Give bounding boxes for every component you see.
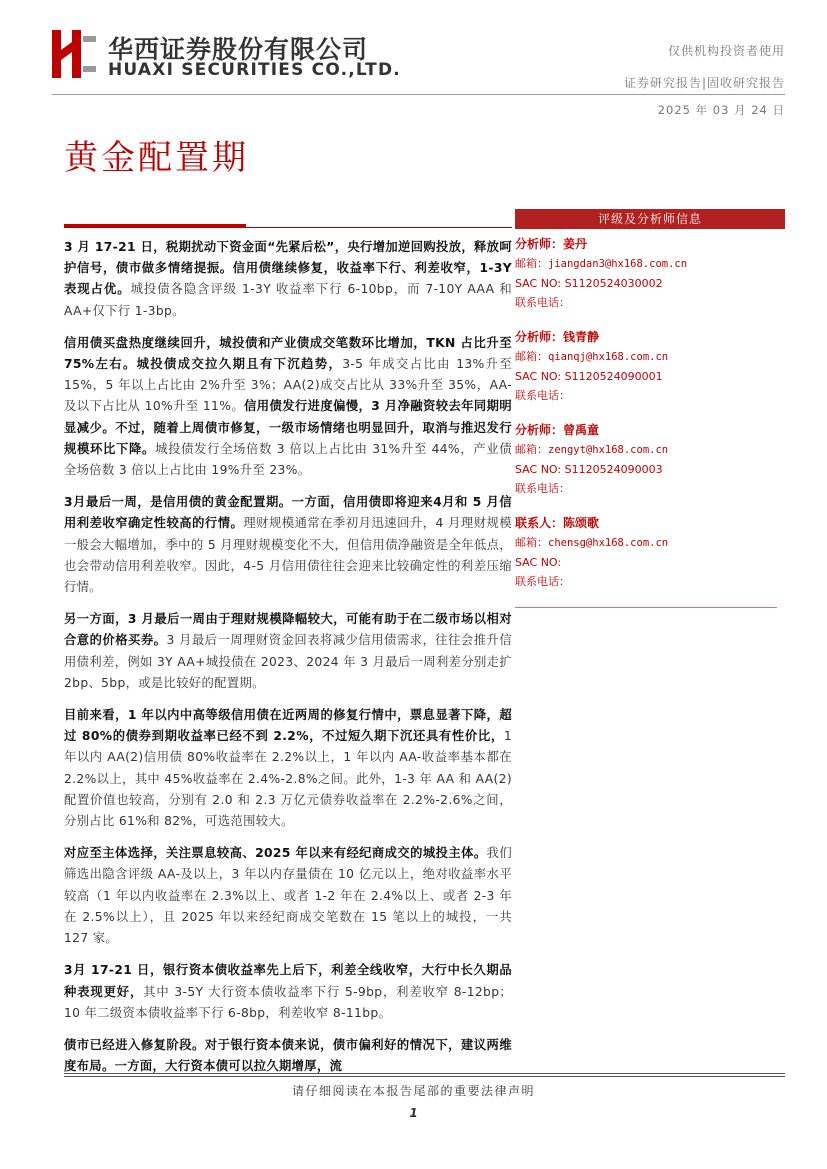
analyst-email[interactable]: jiangdan3@hx168.com.cn bbox=[548, 258, 688, 270]
company-name-en: HUAXI SECURITIES CO.,LTD. bbox=[108, 60, 401, 80]
analyst-sidebar bbox=[515, 209, 785, 591]
footer-rule-bottom bbox=[64, 1076, 785, 1077]
paragraph-2: 信用债买盘热度继续回升，城投债和产业债成交笔数环比增加，TKN 占比升至 75%左右。城投债成交拉久期且有下沉趋势，3-5 年成交占比由 13%升至 15%，5 年以上占比由 2%升至 3%；AA(2)成交占比从 33%升至 35%，AA-及以下占比从 10%升至 11%。信用债发行进度偏慢，3 月净融资较去年同期明显减少。不过，随着上周债市修复，一级市场情绪也明显回升，取消与推迟发行规模环比下降。城投债发行全场倍数 3 倍以上占比由 31%升至 44%，产业债全场倍数 3 倍以上占比由 19%升至 23%。 bbox=[64, 335, 513, 478]
analyst-name: 姜丹 bbox=[563, 237, 588, 251]
analyst-name: 钱青静 bbox=[563, 330, 600, 344]
sidebar-heading: 评级及分析师信息 bbox=[515, 209, 785, 229]
page-number: 1 bbox=[409, 1106, 418, 1120]
analyst-email[interactable]: qianqj@hx168.com.cn bbox=[548, 351, 669, 363]
paragraph-4: 另一方面，3 月最后一周由于理财规模降幅较大，可能有助于在二级市场以相对合意的价格买券。3 月最后一周理财资金回表将减少信用债需求，往往会推升信用债利差，例如 3Y AA+城投债在 2023、2024 年 3 月最后一周利差分别走扩 2bp、5bp，或是比较好的配置期。 bbox=[64, 612, 512, 690]
analyst-sac: S1120524090001 bbox=[564, 370, 663, 383]
analyst-role: 分析师： bbox=[515, 423, 564, 437]
analyst-card: 分析师：钱青静 邮箱：qianqj@hx168.com.cn SAC NO: S1120524090001 联系电话： bbox=[515, 330, 669, 402]
report-type-tag: 证券研究报告|固收研究报告 bbox=[623, 76, 785, 90]
paragraph-5: 目前来看，1 年以内中高等级信用债在近两周的修复行情中，票息显著下降，超过 80%的债券到期收益率已经不到 2.2%，不过短久期下沉还具有性价比，1 年以内 AA(2)信用债 80%收益率在 2.2%以上，1 年以内 AA-收益率基本都在 2.2%以上，其中 45%收益率在 2.4%-2.8%之间。此外，1-3 年 AA 和 AA(2)配置价值也较高，分别有 2.0 和 2.3 万亿元债券收益率在 2.2%-2.6%之间，分别占比 61%和 82%，可选范围较大。 bbox=[64, 708, 512, 829]
audience-tag: 仅供机构投资者使用 bbox=[667, 44, 785, 58]
analyst-sac: S1120524090003 bbox=[564, 463, 663, 476]
section-rule-thick bbox=[64, 224, 246, 228]
report-date: 2025 年 03 月 24 日 bbox=[657, 103, 785, 117]
analyst-role: 分析师： bbox=[515, 237, 564, 251]
paragraph-7: 3月 17-21 日，银行资本债收益率先上后下，利差全线收窄，大行中长久期品种表现更好，其中 3-5Y 大行资本债收益率下行 5-9bp，利差收窄 8-12bp；10 年二级资本债收益率下行 6-8bp，利差收窄 8-11bp。 bbox=[64, 963, 512, 1020]
analyst-name: 曾禹童 bbox=[563, 423, 600, 437]
analyst-card: 分析师：曾禹童 邮箱：zengyt@hx168.com.cn SAC NO: S1120524090003 联系电话： bbox=[515, 423, 669, 495]
header-divider bbox=[52, 94, 785, 95]
section-rule-thin bbox=[246, 227, 512, 228]
company-logo-icon bbox=[52, 30, 96, 78]
paragraph-3: 3月最后一周，是信用债的黄金配置期。一方面，信用债即将迎来4月和 5 月信用利差收窄确定性较高的行情。理财规模通常在季初月迅速回升，4 月理财规模一般会大幅增加，季中的 5 月理财规模变化不大，但信用债净融资是全年低点，也会带动信用利差收窄。因此，4-5 月信用债往往会迎来比较确定性的利差压缩行情。 bbox=[64, 495, 513, 595]
contact-card: 联系人：陈颂歌 邮箱：chensg@hx168.com.cn SAC NO: 联系电话： bbox=[515, 516, 669, 588]
analyst-role: 分析师： bbox=[515, 330, 564, 344]
company-name-cn: 华西证券股份有限公司 bbox=[108, 35, 369, 64]
paragraph-8: 债市已经进入修复阶段。对于银行资本债来说，债市偏利好的情况下，建议两维度布局。一方面，大行资本债可以拉久期增厚，流 bbox=[64, 1037, 512, 1074]
contact-role: 联系人： bbox=[515, 516, 564, 530]
contact-name: 陈颂歌 bbox=[563, 516, 600, 530]
paragraph-1: 3 月 17-21 日，税期扰动下资金面“先紧后松”，央行增加逆回购投放，释放呵护信号，债市做多情绪提振。信用债继续修复，收益率下行、利差收窄，1-3Y 表现占优。城投债各隐含评级 1-3Y 收益率下行 6-10bp，而 7-10Y AAA 和 AA+仅下行 1-3bp。 bbox=[64, 240, 512, 318]
contact-email[interactable]: chensg@hx168.com.cn bbox=[548, 537, 669, 549]
analyst-sac: S1120524030002 bbox=[564, 277, 663, 290]
summary-body bbox=[64, 237, 512, 1088]
sidebar-divider bbox=[515, 607, 777, 608]
report-title: 黄金配置期 bbox=[64, 138, 249, 178]
paragraph-6: 对应至主体选择，关注票息较高、2025 年以来有经纪商成交的城投主体。我们筛选出隐含评级 AA-及以上，3 年以内存量债在 10 亿元以上，绝对收益率水平较高（1 年以内收益率在 2.3%以上、或者 1-2 年在 2.4%以上、或者 2-3 年在 2.5%以上），且 2025 年以来经纪商成交笔数在 15 笔以上的城投，一共 127 家。 bbox=[64, 846, 512, 946]
footer-rule-top bbox=[64, 1073, 785, 1074]
analyst-email[interactable]: zengyt@hx168.com.cn bbox=[548, 444, 669, 456]
analyst-card: 分析师：姜丹 邮箱：jiangdan3@hx168.com.cn SAC NO: S1120524030002 联系电话： bbox=[515, 237, 688, 309]
footer-disclaimer: 请仔细阅读在本报告尾部的重要法律声明 bbox=[291, 1084, 535, 1098]
